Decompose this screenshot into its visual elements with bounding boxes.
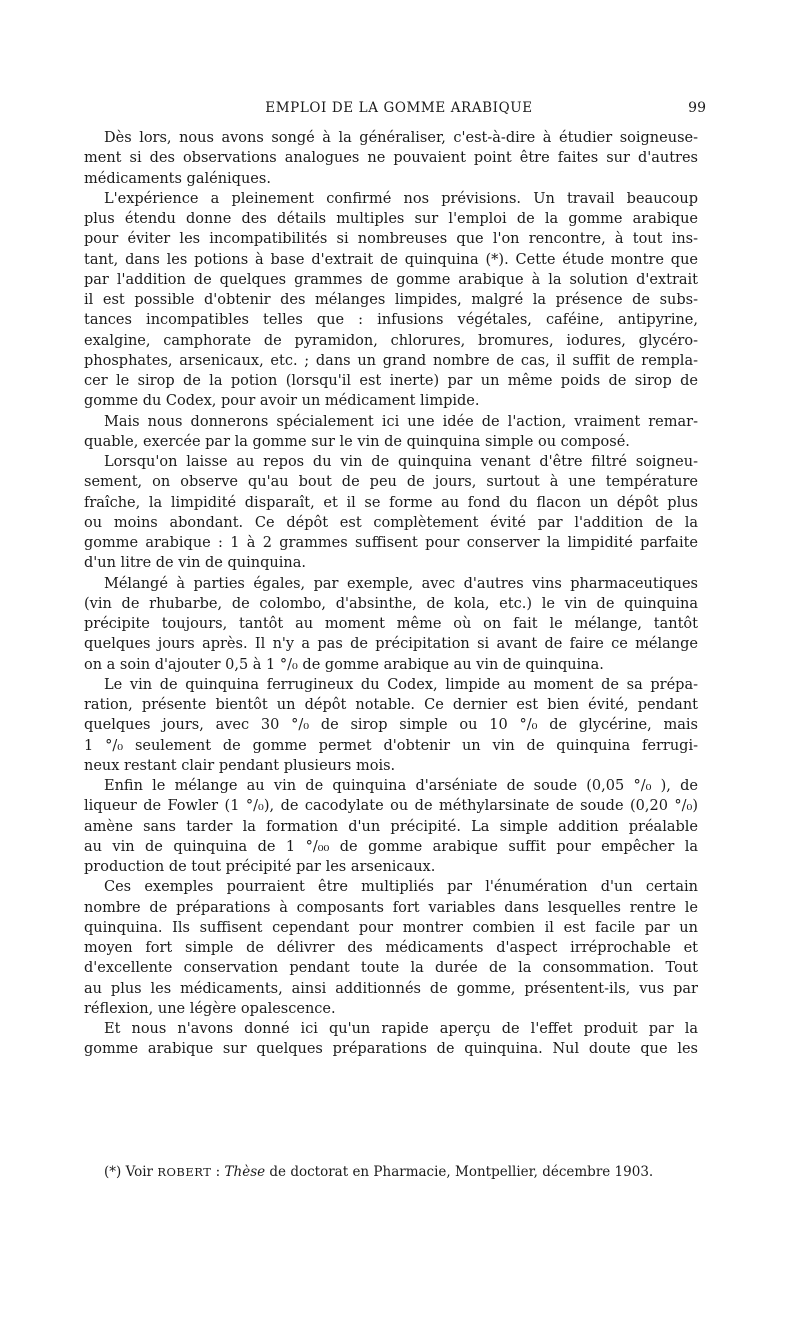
footnote-separator: :	[211, 1164, 225, 1180]
body-text	[84, 128, 698, 1060]
footnote-rest: de doctorat en Pharmacie, Montpellier, décembre 1903.	[265, 1164, 654, 1180]
text-line: sement, on observe qu'au bout de peu de jours, surtout à une température	[84, 474, 698, 491]
text-line: Enfin le mélange au vin de quinquina d'arséniate de soude (0,05 °/₀ ), de	[104, 778, 698, 794]
text-line: gomme arabique sur quelques préparations de quinquina. Nul doute que les	[84, 1041, 698, 1058]
text-line: ration, présente bientôt un dépôt notable. Ce dernier est bien évité, pendant	[84, 697, 698, 713]
text-line: amène sans tarder la formation d'un précipité. La simple addition préalable	[84, 818, 698, 835]
text-line: par l'addition de quelques grammes de gomme arabique à la solution d'extrait	[84, 271, 698, 288]
footnote	[104, 1164, 684, 1180]
text-line: cer le sirop de la potion (lorsqu'il est inerte) par un même poids de sirop de	[84, 373, 698, 389]
text-line: Lorsqu'on laisse au repos du vin de quinquina venant d'être filtré soigneu-	[104, 454, 698, 470]
text-line: ou moins abondant. Ce dépôt est complètement évité par l'addition de la	[84, 514, 698, 531]
text-line: moyen fort simple de délivrer des médicaments d'aspect irréprochable et	[84, 940, 698, 956]
footnote-title: Thèse	[224, 1164, 266, 1180]
text-line: (vin de rhubarbe, de colombo, d'absinthe, de kola, etc.) le vin de quinquina	[84, 595, 698, 612]
text-line: précipite toujours, tantôt au moment même où on fait le mélange, tantôt	[84, 616, 698, 632]
text-line: 1 °/₀ seulement de gomme permet d'obtenir un vin de quinquina ferrugi-	[84, 737, 698, 754]
footnote-marker: (*)	[104, 1164, 122, 1180]
text-line: fraîche, la limpidité disparaît, et il se forme au fond du flacon un dépôt plus	[84, 494, 698, 511]
running-title: EMPLOI DE LA GOMME ARABIQUE	[265, 100, 533, 116]
text-line: réflexion, une légère opalescence.	[84, 1000, 336, 1017]
text-line: au vin de quinquina de 1 °/₀₀ de gomme arabique suffit pour empêcher la	[84, 838, 698, 855]
text-line: tant, dans les potions à base d'extrait de quinquina (*). Cette étude montre que	[84, 251, 698, 268]
text-line: il est possible d'obtenir des mélanges limpides, malgré la présence de subs-	[84, 292, 698, 308]
text-line: Le vin de quinquina ferrugineux du Codex, limpide au moment de sa prépa-	[104, 676, 698, 693]
text-line: médicaments galéniques.	[84, 170, 271, 187]
text-line: quinquina. Ils suffisent cependant pour montrer combien il est facile par un	[84, 919, 698, 936]
text-line: Ces exemples pourraient être multipliés par l'énumération d'un certain	[104, 879, 698, 896]
text-line: gomme arabique : 1 à 2 grammes suffisent pour conserver la limpidité parfaite	[84, 535, 698, 551]
text-line: au plus les médicaments, ainsi additionnés de gomme, présentent-ils, vus par	[84, 980, 698, 997]
text-line: phosphates, arsenicaux, etc. ; dans un grand nombre de cas, il suffit de rempla-	[84, 352, 698, 369]
text-line: plus étendu donne des détails multiples sur l'emploi de la gomme arabique	[84, 211, 698, 227]
text-line: on a soin d'ajouter 0,5 à 1 °/₀ de gomme arabique au vin de quinquina.	[84, 656, 604, 673]
text-line: pour éviter les incompatibilités si nombreuses que l'on rencontre, à tout ins-	[84, 231, 698, 248]
footnote-voir: Voir	[125, 1164, 154, 1180]
text-line: nombre de préparations à composants fort variables dans lesquelles rentre le	[84, 899, 698, 916]
text-line: Mélangé à parties égales, par exemple, avec d'autres vins pharmaceutiques	[104, 575, 698, 592]
footnote-author: ROBERT	[157, 1165, 212, 1179]
text-line: neux restant clair pendant plusieurs mois.	[84, 757, 396, 774]
text-line: Mais nous donnerons spécialement ici une idée de l'action, vraiment remar-	[104, 413, 698, 430]
text-line: gomme du Codex, pour avoir un médicament limpide.	[84, 393, 480, 410]
text-line: L'expérience a pleinement confirmé nos prévisions. Un travail beaucoup	[104, 190, 698, 207]
text-line: production de tout précipité par les arsenicaux.	[84, 859, 436, 875]
text-line: liqueur de Fowler (1 °/₀), de cacodylate ou de méthylarsinate de soude (0,20 °/₀)	[84, 798, 698, 815]
text-line: d'un litre de vin de quinquina.	[84, 555, 306, 572]
text-line: Et nous n'avons donné ici qu'un rapide aperçu de l'effet produit par la	[104, 1021, 698, 1037]
text-line: exalgine, camphorate de pyramidon, chlorures, bromures, iodures, glycéro-	[84, 332, 698, 349]
text-line: quelques jours, avec 30 °/₀ de sirop simple ou 10 °/₀ de glycérine, mais	[84, 717, 698, 734]
text-line: quelques jours après. Il n'y a pas de précipitation si avant de faire ce mélange	[84, 636, 698, 653]
text-line: d'excellente conservation pendant toute la durée de la consommation. Tout	[84, 960, 698, 977]
text-line: quable, exercée par la gomme sur le vin de quinquina simple ou composé.	[84, 433, 630, 450]
text-line: ment si des observations analogues ne pouvaient point être faites sur d'autres	[84, 150, 698, 167]
page-number: 99	[688, 100, 706, 116]
text-line: Dès lors, nous avons songé à la généraliser, c'est-à-dire à étudier soigneuse-	[104, 130, 698, 146]
text-line: tances incompatibles telles que : infusions végétales, caféine, antipyrine,	[84, 312, 698, 329]
